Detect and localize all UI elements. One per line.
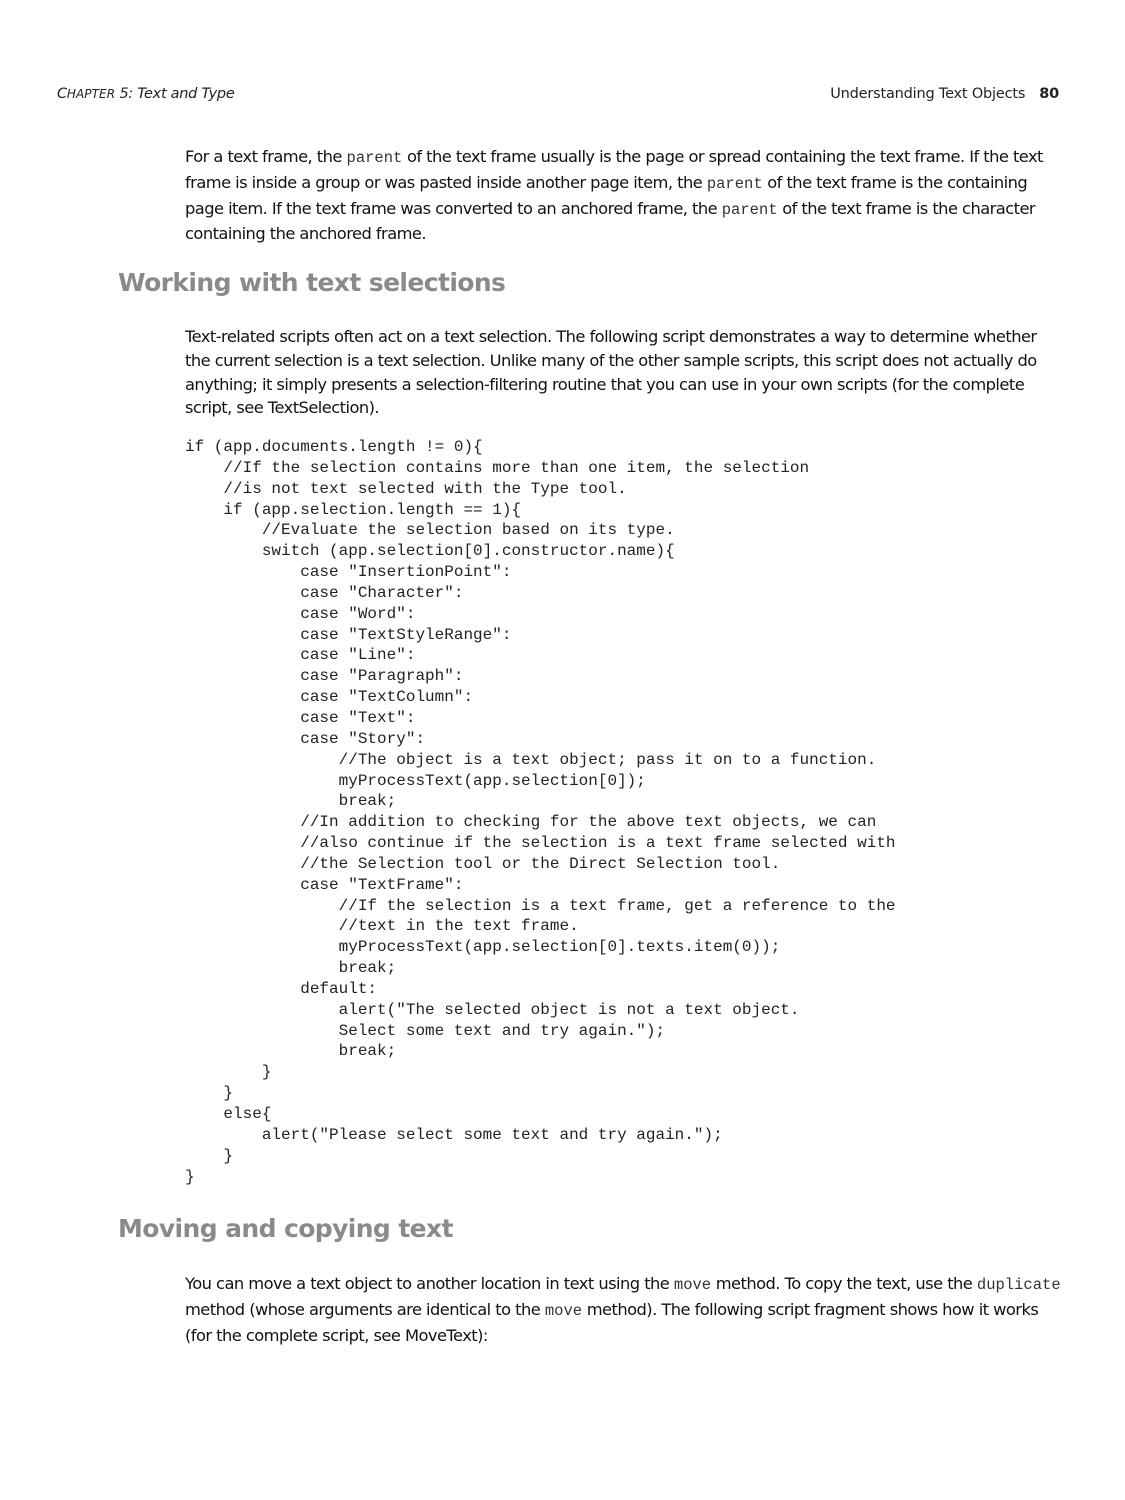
code-line: }	[185, 1146, 234, 1165]
code-line: case "InsertionPoint":	[185, 563, 512, 582]
code-line: //If the selection contains more than one item, the selection	[185, 458, 810, 477]
code-line: case "TextStyleRange":	[185, 625, 512, 644]
page-number: 80	[1039, 86, 1059, 102]
code-line: //is not text selected with the Type tool.	[185, 479, 627, 498]
code-line: //Evaluate the selection based on its type.	[185, 521, 675, 540]
code-line: //text in the text frame.	[185, 917, 579, 936]
para3-code-move-2: move	[544, 1301, 583, 1320]
code-line: alert("The selected object is not a text object.	[185, 1000, 800, 1019]
code-line: case "Text":	[185, 708, 416, 727]
code-line: case "Word":	[185, 604, 416, 623]
code-line: Select some text and try again.");	[185, 1021, 666, 1040]
para3-text-4: method). The following script fragment shows how it works (for the complete script, see MoveText):	[185, 1299, 1039, 1345]
para1-text-1: For a text frame, the	[185, 147, 347, 166]
code-line: if (app.documents.length != 0){	[185, 438, 483, 456]
heading-moving-and-copying-text: Moving and copying text	[118, 1214, 453, 1243]
code-line: }	[185, 1084, 234, 1103]
code-line: case "TextColumn":	[185, 688, 474, 707]
code-line: if (app.selection.length == 1){	[185, 500, 522, 519]
paragraph-text-frame-parent	[185, 145, 1065, 246]
para3-code-move: move	[673, 1276, 712, 1294]
code-line: //In addition to checking for the above text objects, we can	[185, 813, 877, 832]
code-line: }	[185, 1167, 195, 1186]
code-line: case "Character":	[185, 583, 464, 602]
heading-working-with-text-selections: Working with text selections	[118, 268, 506, 297]
code-line: case "TextFrame":	[185, 875, 464, 894]
chapter-label-rest: 5: Text and Type	[115, 86, 235, 102]
para1-code-2: parent	[706, 174, 763, 193]
para1-code-1: parent	[346, 149, 403, 167]
code-line: //also continue if the selection is a text frame selected with	[185, 834, 896, 853]
code-block-text-selection	[185, 437, 1065, 1187]
code-line: myProcessText(app.selection[0].texts.item(0));	[185, 938, 781, 957]
code-line: //the Selection tool or the Direct Selection tool.	[185, 854, 781, 873]
para1-text-4: of the text frame is the character containing the anchored frame.	[185, 198, 1036, 244]
paragraph-move-duplicate	[185, 1272, 1065, 1347]
chapter-label-initial: C	[57, 86, 67, 102]
code-line: case "Story":	[185, 729, 426, 748]
chapter-label	[57, 86, 234, 102]
code-line: default:	[185, 979, 378, 998]
section-label	[830, 86, 1059, 102]
para1-code-3: parent	[721, 200, 778, 219]
para3-text-2: method. To copy the text, use the	[711, 1274, 977, 1293]
section-title: Understanding Text Objects	[830, 86, 1026, 102]
paragraph-text-selection-intro: Text-related scripts often act on a text selection. The following script demonstrates a way to determine whether the current selection is a text selection. Unlike many of the other sample scripts, this script does not actually do anything; it simply presents a selection-filtering routine that you can use in your own scripts (for the complete script, see TextSelection).	[185, 327, 1037, 418]
para1-text-3: of the text frame is the containing page item. If the text frame was converted to an anchored frame, the	[185, 172, 1028, 218]
code-line: switch (app.selection[0].constructor.name){	[185, 542, 675, 561]
code-line: myProcessText(app.selection[0]);	[185, 771, 646, 790]
code-line: case "Paragraph":	[185, 667, 464, 686]
para1-text-2: of the text frame usually is the page or spread containing the text frame. If the text frame is inside a group or was pasted inside another page item, the	[185, 147, 1043, 192]
chapter-label-word: HAPTER	[66, 87, 116, 101]
code-line: //The object is a text object; pass it on to a function.	[185, 750, 877, 769]
code-line: case "Line":	[185, 646, 416, 665]
code-line: break;	[185, 1042, 397, 1061]
code-line: }	[185, 1063, 272, 1082]
running-header	[57, 86, 1059, 108]
para3-text-3: method (whose arguments are identical to the	[185, 1299, 545, 1319]
para3-code-duplicate: duplicate	[976, 1276, 1061, 1294]
code-line: break;	[185, 792, 397, 811]
code-line: break;	[185, 959, 397, 978]
para3-text-1: You can move a text object to another location in text using the	[185, 1274, 674, 1293]
code-line: alert("Please select some text and try again.");	[185, 1125, 723, 1144]
code-line: else{	[185, 1105, 272, 1123]
code-line: //If the selection is a text frame, get a reference to the	[185, 896, 896, 915]
